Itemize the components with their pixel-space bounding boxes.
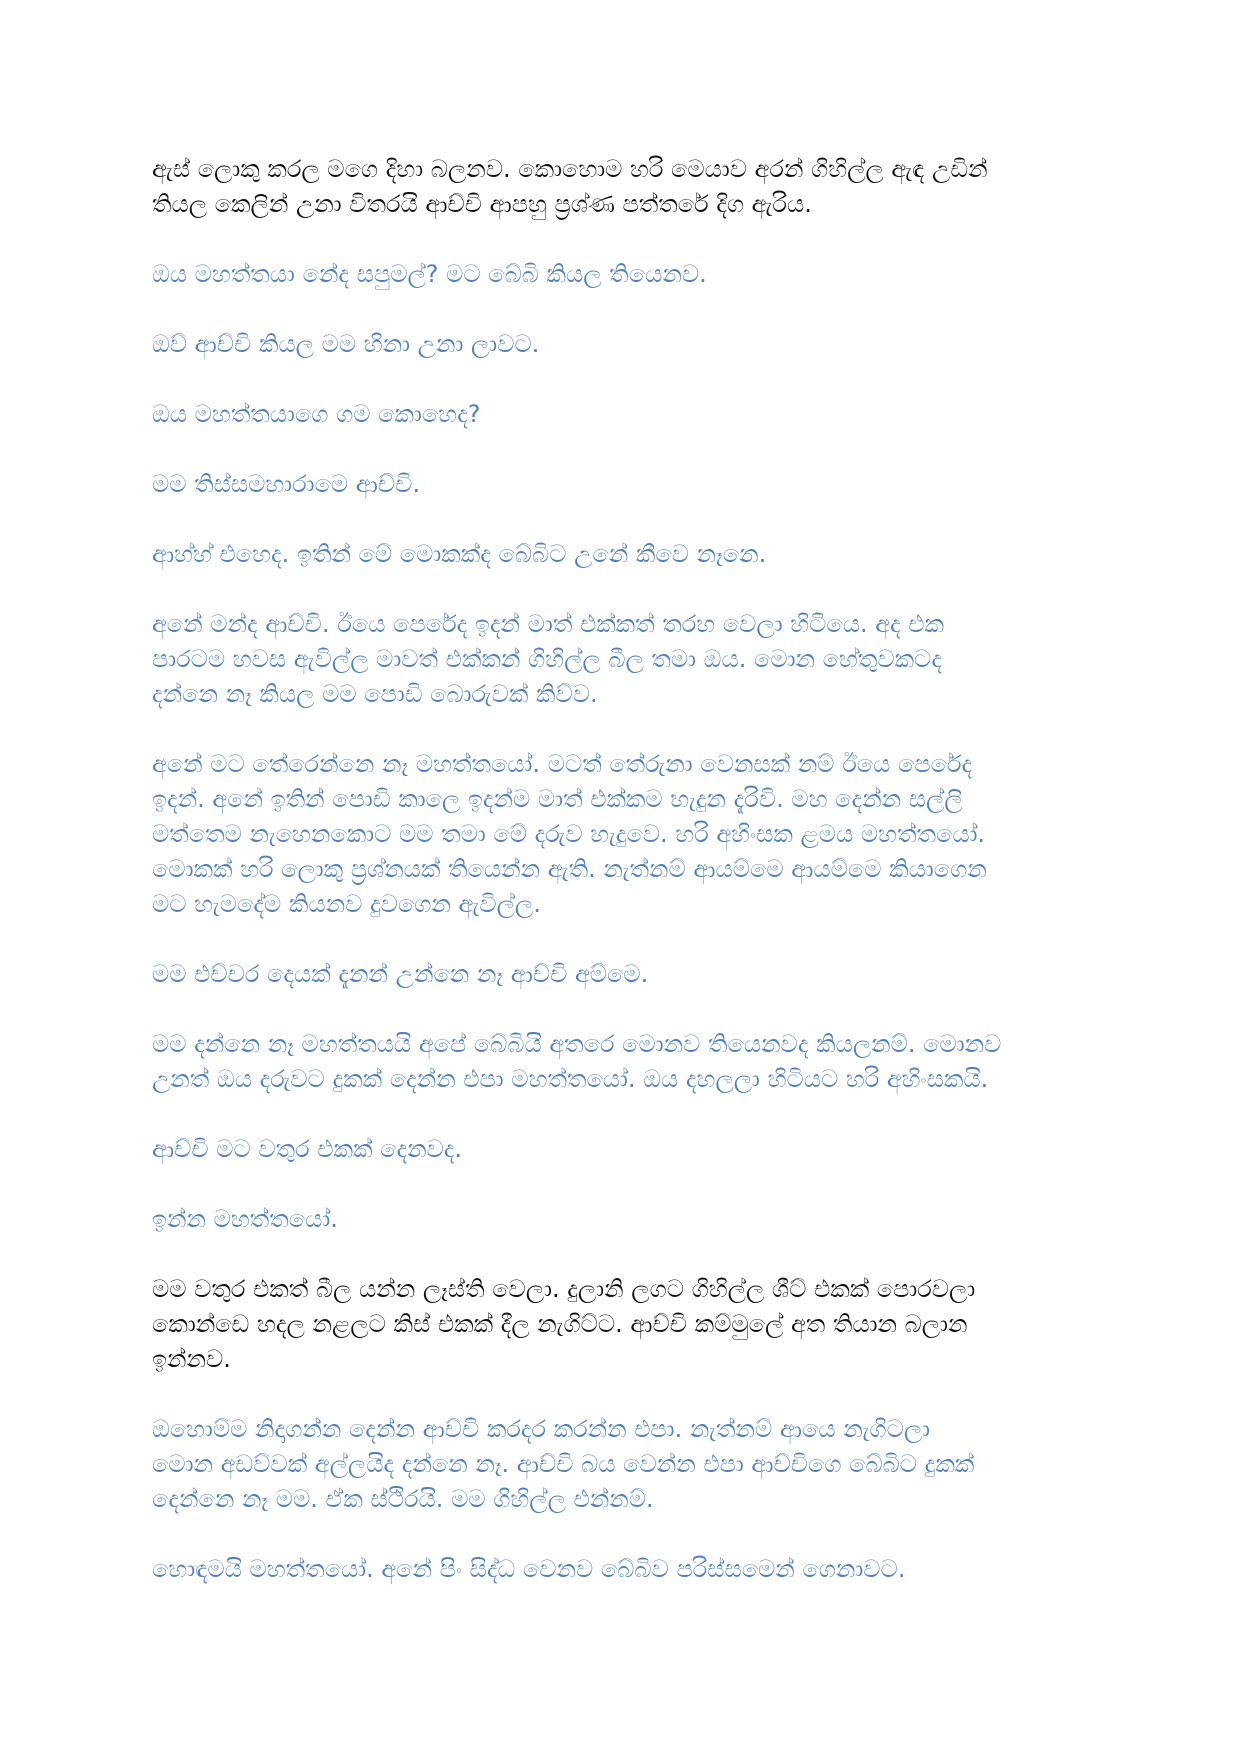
story-body	[152, 152, 1092, 1622]
dialogue-paragraph: අනේ මට තේරෙන්නෙ නෑ මහත්තයෝ. මටත් තේරුනා වෙනසක් නම් ඊයෙ පෙරේද ඉදන්. අනේ ඉතින් පොඩි කාලෙ ඉදන්ම මාත් එක්කම හැදුන දැරිවි. මහ දෙන්න සල්ලි මත්තෙම නැහෙනකොට මම තමා මේ දරුව හැදුවෙ. හරි අහිංසක ළමය මහත්තයෝ. මොකක් හරි ලොකු ප්‍රශ්නයක් තියෙන්න ඇති. නැත්නම් ආයම්මෙ ආයම්මෙ කියාගෙන මට හැමදේම කියනව දුවගෙන ඇවිල්ල.	[152, 750, 987, 918]
narrative-paragraph: ඇස් ලොකු කරල මගෙ දිහා බලනව. කොහොම හරි මෙයාව අරන් ගිහිල්ල ඇඳ උඩින් තියල කෙලින් උනා විතරයි ආච්චි ආපහු ප්‍රශ්ණ පත්තරේ දිග ඇරිය.	[152, 155, 988, 218]
dialogue-paragraph: මම දන්නෙ නෑ මහත්තයයි අපේ බේබියි අතරෙ මොනව තියෙනවද කියලනම්. මොනව උනත් ඔය දරුවට දුකක් දෙන්න එපා මහත්තයෝ. ඔය දහලලා හිටියට හරි අහිංසකයි.	[152, 1030, 1002, 1093]
dialogue-paragraph: ඔහොම්ම නිදාගන්න දෙන්න ආච්චි කරදර කරන්න එපා. නැත්නම් ආයෙ නැගිටලා මොන අඩව්වක් අල්ලයිද දන්නෙ නෑ. ආච්චි බය වෙන්න එපා ආච්චිගෙ බේබිට දුකක් දෙන්නෙ නෑ මම. ඒක ස්ථිරයි. මම ගිහිල්ල එන්නම්.	[152, 1415, 975, 1513]
dialogue-line: ආච්චි මට වතුර එකක් දෙනවද.	[152, 1135, 463, 1163]
dialogue-line: මම එච්චර දෙයක් දැනන් උන්නෙ නෑ ආච්චි අම්මෙ.	[152, 960, 649, 988]
dialogue-line: හොඳමයි මහත්තයෝ. අනේ පිං සිද්ධ වෙනව බේබිව පරිස්සමෙන් ගෙනාවට.	[152, 1555, 906, 1583]
dialogue-line: ආහ්හ් එහෙද. ඉතින් මේ මොකක්ද බේබිට උනේ කීවෙ නෑනෙ.	[152, 540, 767, 568]
dialogue-line: මම තිස්සමහාරාමෙ ආච්චි.	[152, 470, 421, 498]
dialogue-line: ඔව් ආච්චි කියල මම හිනා උනා ලාවට.	[152, 330, 540, 358]
dialogue-line: ඉන්න මහත්තයෝ.	[152, 1205, 338, 1233]
dialogue-paragraph: අනේ මන්ද ආච්චි. ඊයෙ පෙරේද ඉදන් මාත් එක්කත් තරහ වෙලා හිටියෙ. අද එක පාරටම හවස ඇවිල්ල මාවත් එක්කන් ගිහිල්ල බීල තමා ඔය. මොන හේතුවකටද දන්නෙ නෑ කියල මම පොඩි බොරුවක් කිව්ව.	[152, 610, 945, 708]
narrative-paragraph: මම වතුර එකත් බීල යන්න ලෑස්ති වෙලා. දුලානි ලගට ගිහිල්ල ශීට් එකක් පොරවලා කොන්ඩෙ හදල නළලට කිස් එකක් දීල නැගිට්ට. ආච්චි කම්මුලේ අත තියාන බලාන ඉන්නව.	[152, 1275, 976, 1373]
dialogue-line: ඔය මහත්තයා නේද සපුමල්? මට බේබි කියල තියෙනව.	[152, 260, 707, 288]
dialogue-line: ඔය මහත්තයාගෙ ගම කොහෙද?	[152, 400, 481, 428]
